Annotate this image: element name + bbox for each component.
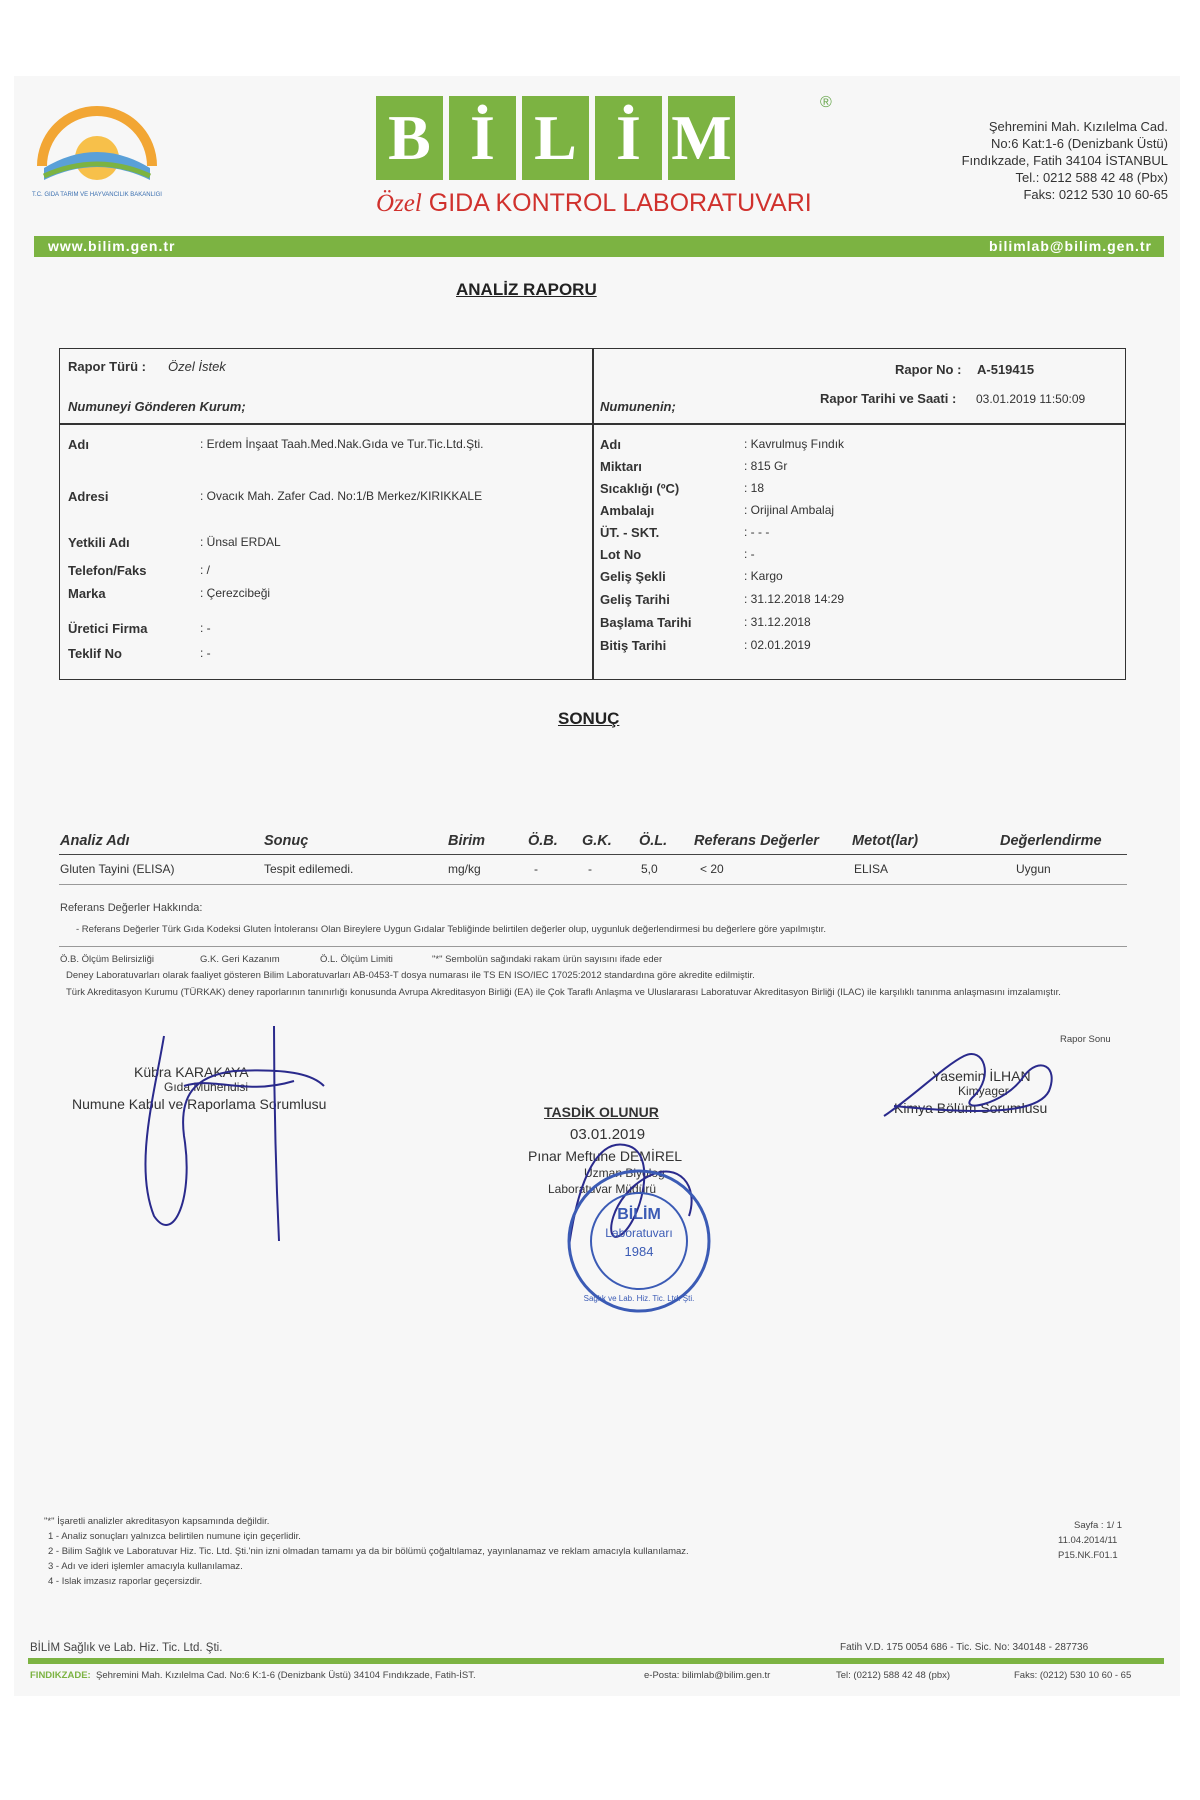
divider xyxy=(592,349,594,679)
footer-green-rule xyxy=(28,1658,1164,1664)
abbr-symbol: "*" Sembolün sağındaki rakam ürün sayısını ifade eder xyxy=(432,954,663,965)
sample-value: : Kargo xyxy=(744,569,783,583)
right-signer-role: Kimya Bölüm Sorumlusu xyxy=(894,1100,1048,1116)
left-signature-scribble xyxy=(124,1016,344,1246)
sun-field-icon xyxy=(32,96,162,186)
col-header: Birim xyxy=(448,833,486,849)
sender-label: Adresi xyxy=(68,489,109,504)
result-title: SONUÇ xyxy=(558,709,620,728)
sender-label: Adı xyxy=(68,437,89,452)
col-header: Metot(lar) xyxy=(852,833,919,849)
sample-label: Geliş Tarihi xyxy=(600,592,670,607)
form-code: P15.NK.F01.1 xyxy=(1058,1550,1118,1561)
footnote: 3 - Adı ve ideri işlemler amacıyla kullanılamaz. xyxy=(48,1561,243,1572)
notes-rule xyxy=(59,946,1127,947)
lab-stamp xyxy=(564,1166,714,1316)
sender-value: : - xyxy=(200,646,211,660)
footnote: 1 - Analiz sonuçları yalnızca belirtilen numune için geçerlidir. xyxy=(48,1531,301,1542)
report-info-box xyxy=(59,348,1126,680)
col-header: Ö.B. xyxy=(528,833,558,849)
left-signer-role: Numune Kabul ve Raporlama Sorumlusu xyxy=(72,1096,327,1112)
sender-label: Marka xyxy=(68,586,106,601)
stamp-ring-text: Sağlık ve Lab. Hiz. Tic. Ltd. Şti. xyxy=(583,1294,695,1303)
sample-label: Adı xyxy=(600,437,621,452)
certify-heading: TASDİK OLUNUR xyxy=(544,1104,659,1120)
subtitle-prefix: Özel xyxy=(376,190,422,217)
footer-address: Şehremini Mah. Kızılelma Cad. No:6 K:1-6 (Denizbank Üstü) 34104 Fındıkzade, Fatih-İST. xyxy=(96,1670,476,1681)
address-line: Şehremini Mah. Kızılelma Cad. xyxy=(988,119,1168,134)
sample-label: Sıcaklığı (ºC) xyxy=(600,481,680,496)
sender-value: : Erdem İnşaat Taah.Med.Nak.Gıda ve Tur.Tic.Ltd.Şti. xyxy=(200,437,484,451)
footer-fax: Faks: (0212) 530 10 60 - 65 xyxy=(1014,1670,1132,1681)
sender-value: : / xyxy=(200,563,211,577)
col-header: Analiz Adı xyxy=(60,833,130,849)
footer-location-label: FINDIKZADE: xyxy=(30,1670,91,1681)
sender-label: Teklif No xyxy=(68,646,122,661)
sample-value: : 815 Gr xyxy=(744,459,788,473)
report-page xyxy=(14,76,1180,1696)
center-signer-name: Pınar Meftune DEMİREL xyxy=(528,1148,683,1164)
website-link[interactable]: www.bilim.gen.tr xyxy=(48,238,176,254)
footer-company: BİLİM Sağlık ve Lab. Hiz. Tic. Ltd. Şti. xyxy=(30,1642,223,1654)
sender-heading: Numuneyi Gönderen Kurum; xyxy=(68,399,246,414)
sample-value: : - xyxy=(744,547,755,561)
sample-value: : 02.01.2019 xyxy=(744,638,811,652)
certify-date: 03.01.2019 xyxy=(570,1126,646,1143)
footnote: 4 - Islak imzasız raporlar geçersizdir. xyxy=(48,1576,203,1587)
sample-value: : 31.12.2018 xyxy=(744,615,811,629)
footer-tel: Tel: (0212) 588 42 48 (pbx) xyxy=(836,1670,951,1681)
result-cell: Gluten Tayini (ELISA) xyxy=(60,862,175,876)
stamp-year: 1984 xyxy=(624,1244,654,1259)
col-header: Referans Değerler xyxy=(694,833,819,849)
result-cell: Tespit edilemedi. xyxy=(264,862,354,876)
sample-heading: Numunenin; xyxy=(600,399,676,414)
email-link[interactable]: bilimlab@bilim.gen.tr xyxy=(989,238,1152,254)
right-signer-name: Yasemin İLHAN xyxy=(932,1068,1031,1084)
header-address xyxy=(962,118,1168,203)
right-signature-scribble xyxy=(874,1036,1074,1136)
sample-value: : Kavrulmuş Fındık xyxy=(744,437,845,451)
report-type-value: Özel İstek xyxy=(168,359,226,374)
table-rule xyxy=(59,884,1127,885)
col-header: Ö.L. xyxy=(639,833,668,849)
abbr-gk: G.K. Geri Kazanım xyxy=(200,954,280,965)
brand-letter: L xyxy=(522,96,589,180)
center-signer-title: Uzman Biyolog xyxy=(584,1166,665,1180)
footer-email[interactable]: e-Posta: bilimlab@bilim.gen.tr xyxy=(644,1670,771,1681)
sample-label: Ambalajı xyxy=(600,503,655,518)
brand-letter: İ xyxy=(595,96,662,180)
footer-tax: Fatih V.D. 175 0054 686 - Tic. Sic. No: 340148 - 287736 xyxy=(840,1642,1089,1653)
sample-label: Bitiş Tarihi xyxy=(600,638,667,653)
sample-value: : 18 xyxy=(744,481,765,495)
address-line: Tel.: 0212 588 42 48 (Pbx) xyxy=(1015,170,1168,185)
report-no-value: A-519415 xyxy=(977,362,1035,377)
lab-subtitle xyxy=(376,189,812,218)
sample-label: Miktarı xyxy=(600,459,642,474)
sender-value: : Ovacık Mah. Zafer Cad. No:1/B Merkez/KIRIKKALE xyxy=(200,489,483,503)
address-line: No:6 Kat:1-6 (Denizbank Üstü) xyxy=(990,136,1168,151)
footnote: 2 - Bilim Sağlık ve Laboratuvar Hiz. Tic. Ltd. Şti.'nin izni olmadan tamamı ya da bir bölümü çoğaltılamaz, yayınlanamaz ve reklam amacıyla kullanılamaz. xyxy=(48,1546,689,1557)
sender-value: : Çerezcibeği xyxy=(200,586,271,600)
sender-label: Yetkili Adı xyxy=(68,535,130,550)
result-cell: mg/kg xyxy=(448,862,481,876)
right-signer-title: Kimyager xyxy=(958,1084,1009,1098)
sender-value: : - xyxy=(200,621,211,635)
address-line: Fındıkzade, Fatih 34104 İSTANBUL xyxy=(961,153,1168,168)
result-cell: 5,0 xyxy=(641,862,658,876)
divider xyxy=(60,423,1125,425)
brand-logo xyxy=(376,96,741,180)
result-cell: Uygun xyxy=(1016,862,1051,876)
brand-letter: M xyxy=(668,96,735,180)
registered-mark: ® xyxy=(820,94,832,111)
ministry-logo xyxy=(32,96,162,206)
accreditation-text: Deney Laboratuvarları olarak faaliyet gösteren Bilim Laboratuvarları AB-0453-T dosya numarası ile TS EN ISO/IEC 17025:2012 standardına göre akredite edilmiştir. xyxy=(66,970,755,981)
result-cell: < 20 xyxy=(700,862,724,876)
sample-value: : Orijinal Ambalaj xyxy=(744,503,835,517)
left-signer-name: Kübra KARAKAYA xyxy=(134,1064,249,1080)
sender-value: : Ünsal ERDAL xyxy=(200,535,281,549)
ref-heading: Referans Değerler Hakkında: xyxy=(60,902,203,914)
ref-text: - Referans Değerler Türk Gıda Kodeksi Gluten İntoleransı Olan Bireylere Uygun Gıdalar Tebliğinde belirtilen değerler olup, uygunluk değerlendirmesi bu değerlere göre yapılmıştır. xyxy=(76,924,827,935)
report-title: ANALİZ RAPORU xyxy=(456,280,597,299)
footnote: "*" İşaretli analizler akreditasyon kapsamında değildir. xyxy=(44,1516,270,1527)
abbr-ob: Ö.B. Ölçüm Belirsizliği xyxy=(60,954,154,965)
col-header: Değerlendirme xyxy=(1000,833,1102,849)
brand-letter: B xyxy=(376,96,443,180)
result-cell: - xyxy=(588,862,592,876)
brand-letter: İ xyxy=(449,96,516,180)
sample-value: : - - - xyxy=(744,525,770,539)
sender-label: Telefon/Faks xyxy=(68,563,147,578)
sample-label: Lot No xyxy=(600,547,642,562)
sample-label: ÜT. - SKT. xyxy=(600,525,660,540)
abbr-ol: Ö.L. Ölçüm Limiti xyxy=(320,954,393,965)
col-header: Sonuç xyxy=(264,833,309,849)
header-green-bar xyxy=(34,236,1164,257)
stamp-sub: Laboratuvarı xyxy=(605,1226,673,1240)
stamp-name: BİLİM xyxy=(617,1206,661,1223)
sample-label: Geliş Şekli xyxy=(600,569,666,584)
report-datetime-value: 03.01.2019 11:50:09 xyxy=(976,392,1086,406)
sample-label: Başlama Tarihi xyxy=(600,615,692,630)
center-signer-role: Laboratuvar Müdürü xyxy=(548,1182,657,1196)
ministry-logo-text: T.C. GIDA TARIM VE HAYVANCILIK BAKANLIGI xyxy=(32,192,162,198)
address-line: Faks: 0212 530 10 60-65 xyxy=(1023,187,1168,202)
report-datetime-label: Rapor Tarihi ve Saati : xyxy=(820,391,957,406)
sample-value: : 31.12.2018 14:29 xyxy=(744,592,845,606)
page-number: Sayfa : 1/ 1 xyxy=(1074,1520,1123,1531)
result-cell: - xyxy=(534,862,538,876)
result-cell: ELISA xyxy=(854,862,889,876)
report-end: Rapor Sonu xyxy=(1060,1034,1111,1045)
sender-label: Üretici Firma xyxy=(68,621,148,636)
table-rule xyxy=(59,854,1127,855)
revision-date: 11.04.2014/11 xyxy=(1058,1535,1118,1546)
report-type-label: Rapor Türü : xyxy=(68,359,146,374)
col-header: G.K. xyxy=(582,833,612,849)
turkak-text: Türk Akreditasyon Kurumu (TÜRKAK) deney raporlarının tanınırlığı konusunda Avrupa Akreditasyon Birliği (EA) ile Çok Taraflı Anlaşma ve Uluslararası Laboratuvar Akreditasyon Birliği (ILAC) ile karşılıklı tanınma anlaşmasını imzalamıştır. xyxy=(66,987,1061,998)
left-signer-title: Gıda Mühendisi xyxy=(164,1080,249,1094)
report-no-label: Rapor No : xyxy=(895,362,962,377)
subtitle-text: GIDA KONTROL LABORATUVARI xyxy=(428,189,812,217)
